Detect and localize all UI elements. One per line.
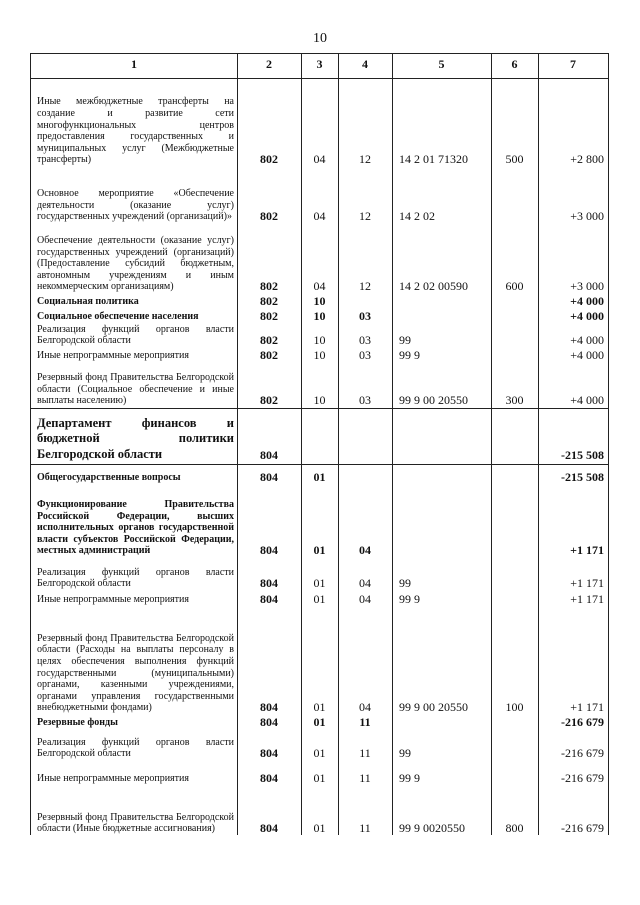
cell-expense-type: 600 xyxy=(505,279,524,293)
cell-amount: -215 508 xyxy=(561,470,604,484)
cell-amount: +3 000 xyxy=(570,279,604,293)
row-description: Иные непрограммные мероприятия xyxy=(37,350,189,362)
budget-table xyxy=(30,53,609,835)
cell-section: 01 xyxy=(313,700,326,714)
table-row xyxy=(31,469,608,484)
header-bottom-border xyxy=(31,78,608,79)
cell-expense-type: 500 xyxy=(505,152,524,166)
cell-amount: +1 171 xyxy=(570,700,604,714)
cell-amount: +4 000 xyxy=(570,348,604,362)
table-row xyxy=(31,591,608,606)
table-row xyxy=(31,230,608,293)
cell-section: 10 xyxy=(313,393,326,407)
row-description: Иные непрограммные мероприятия xyxy=(37,773,189,785)
table-row xyxy=(31,87,608,166)
cell-subsection: 12 xyxy=(359,152,371,166)
table-row xyxy=(31,770,608,785)
cell-target-item: 14 2 02 xyxy=(399,209,435,223)
row-description: Реализация функций органов власти Белгородской области xyxy=(37,566,234,590)
cell-admin-code: 804 xyxy=(260,700,278,714)
header-col-1: 1 xyxy=(131,57,137,71)
cell-admin-code: 804 xyxy=(260,592,278,606)
cell-amount: -216 679 xyxy=(561,771,604,785)
cell-section: 04 xyxy=(313,152,326,166)
cell-section: 01 xyxy=(313,592,326,606)
cell-subsection: 12 xyxy=(359,279,371,293)
cell-section: 01 xyxy=(313,543,326,557)
department-heading: Департамент финансов и бюджетной политики Белгородской области xyxy=(37,415,234,461)
cell-section: 01 xyxy=(313,771,326,785)
cell-section: 01 xyxy=(313,715,326,729)
table-row xyxy=(31,369,608,407)
cell-amount: -215 508 xyxy=(561,448,604,462)
cell-section: 10 xyxy=(313,348,326,362)
cell-admin-code: 802 xyxy=(260,152,278,166)
cell-section: 04 xyxy=(313,279,326,293)
table-row xyxy=(31,736,608,760)
cell-subsection: 03 xyxy=(359,348,371,362)
cell-target-item: 99 xyxy=(399,333,411,347)
header-col-6: 6 xyxy=(511,57,518,71)
cell-target-item: 14 2 02 00590 xyxy=(399,279,468,293)
table-top-border xyxy=(31,53,608,54)
row-description: Резервный фонд Правительства Белгородской области (Иные бюджетные ассигнования) xyxy=(37,811,234,835)
cell-target-item: 99 9 0020550 xyxy=(399,821,465,835)
cell-subsection: 11 xyxy=(359,771,371,785)
header-col-2: 2 xyxy=(266,57,272,71)
cell-subsection: 11 xyxy=(359,746,371,760)
cell-admin-code: 802 xyxy=(260,209,278,223)
cell-target-item: 14 2 01 71320 xyxy=(399,152,468,166)
cell-subsection: 03 xyxy=(359,393,371,407)
row-description: Иные межбюджетные трансферты на создание и развитие сети многофункциональных центров предоставления государственных и муниципальных услуг (Межбюджетные трансферты) xyxy=(37,96,234,166)
cell-subsection: 04 xyxy=(359,576,371,590)
cell-amount: +1 171 xyxy=(570,576,604,590)
row-description: Функционирование Правительства Российской Федерации, высших исполнительных органов государственной власти субъектов Российской Федерации, местных администраций xyxy=(37,499,234,557)
cell-admin-code: 804 xyxy=(260,576,278,590)
table-row xyxy=(31,294,608,308)
table-row xyxy=(31,715,608,729)
section-divider xyxy=(31,408,608,409)
table-row xyxy=(31,484,608,557)
cell-admin-code: 802 xyxy=(260,348,278,362)
row-description: Резервный фонд Правительства Белгородской области (Социальное обеспечение и иные выплаты населению) xyxy=(37,372,234,407)
cell-amount: -216 679 xyxy=(561,746,604,760)
table-row xyxy=(31,309,608,323)
row-description: Реализация функций органов власти Белгородской области xyxy=(37,323,234,347)
cell-amount: +4 000 xyxy=(570,309,604,323)
cell-subsection: 12 xyxy=(359,209,371,223)
cell-section: 10 xyxy=(313,333,326,347)
table-row xyxy=(31,565,608,590)
cell-subsection: 03 xyxy=(359,333,371,347)
row-description: Реализация функций органов власти Белгородской области xyxy=(37,736,234,760)
cell-amount: +1 171 xyxy=(570,543,604,557)
table-row xyxy=(31,173,608,223)
cell-admin-code: 804 xyxy=(260,715,278,729)
row-description: Социальная политика xyxy=(37,296,139,308)
cell-amount: +2 800 xyxy=(570,152,604,166)
department-heading-row xyxy=(31,415,608,462)
cell-target-item: 99 9 00 20550 xyxy=(399,393,468,407)
cell-target-item: 99 9 xyxy=(399,592,420,606)
cell-admin-code: 804 xyxy=(260,470,278,484)
cell-admin-code: 802 xyxy=(260,333,278,347)
row-description: Обеспечение деятельности (оказание услуг) государственных учреждений (организаций) (Предоставление субсидий бюджетным, автономным учреждениям и иным некоммерческим организациям) xyxy=(37,235,234,293)
row-description: Основное мероприятие «Обеспечение деятельности (оказание услуг) государственных учреждений (организаций)» xyxy=(37,188,234,223)
cell-target-item: 99 9 00 20550 xyxy=(399,700,468,714)
table-row xyxy=(31,323,608,347)
header-col-3: 3 xyxy=(316,57,323,71)
cell-expense-type: 100 xyxy=(505,700,524,714)
cell-admin-code: 804 xyxy=(260,448,278,462)
cell-expense-type: 800 xyxy=(505,821,524,835)
cell-admin-code: 804 xyxy=(260,746,278,760)
cell-section: 01 xyxy=(313,470,326,484)
cell-admin-code: 804 xyxy=(260,821,278,835)
header-col-4: 4 xyxy=(362,57,368,71)
cell-amount: +4 000 xyxy=(570,294,604,308)
cell-section: 10 xyxy=(313,294,326,308)
cell-target-item: 99 9 xyxy=(399,771,420,785)
cell-section: 10 xyxy=(313,309,326,323)
cell-target-item: 99 xyxy=(399,576,411,590)
cell-subsection: 04 xyxy=(359,700,371,714)
cell-amount: +3 000 xyxy=(570,209,604,223)
row-description: Резервные фонды xyxy=(37,717,118,729)
table-row xyxy=(31,348,608,362)
row-description: Социальное обеспечение населения xyxy=(37,311,199,323)
row-description: Общегосударственные вопросы xyxy=(37,472,181,484)
page-number: 10 xyxy=(313,31,327,46)
cell-section: 01 xyxy=(313,576,326,590)
cell-subsection: 11 xyxy=(359,715,371,729)
cell-subsection: 11 xyxy=(359,821,371,835)
cell-section: 01 xyxy=(313,746,326,760)
cell-admin-code: 802 xyxy=(260,309,278,323)
cell-section: 01 xyxy=(313,821,326,835)
cell-amount: +4 000 xyxy=(570,393,604,407)
cell-target-item: 99 9 xyxy=(399,348,420,362)
cell-subsection: 04 xyxy=(359,592,371,606)
table-row xyxy=(31,614,608,714)
cell-amount: +1 171 xyxy=(570,592,604,606)
cell-subsection: 04 xyxy=(359,543,371,557)
table-row xyxy=(31,798,608,835)
row-description: Резервный фонд Правительства Белгородской области (Расходы на выплаты персоналу в целях обеспечения выполнения функций государственными (муниципальными) органами, казенными учреждениями, органами управления государственными внебюджетными фондами) xyxy=(37,632,234,714)
cell-admin-code: 804 xyxy=(260,543,278,557)
cell-section: 04 xyxy=(313,209,326,223)
cell-target-item: 99 xyxy=(399,746,411,760)
header-col-7: 7 xyxy=(570,57,576,71)
header-col-5: 5 xyxy=(438,57,445,71)
cell-subsection: 03 xyxy=(359,309,371,323)
cell-amount: +4 000 xyxy=(570,333,604,347)
cell-admin-code: 802 xyxy=(260,294,278,308)
cell-admin-code: 802 xyxy=(260,279,278,293)
cell-amount: -216 679 xyxy=(561,821,604,835)
cell-admin-code: 802 xyxy=(260,393,278,407)
section-divider xyxy=(31,464,608,465)
row-description: Иные непрограммные мероприятия xyxy=(37,594,189,606)
cell-admin-code: 804 xyxy=(260,771,278,785)
cell-amount: -216 679 xyxy=(561,715,604,729)
cell-expense-type: 300 xyxy=(505,393,524,407)
